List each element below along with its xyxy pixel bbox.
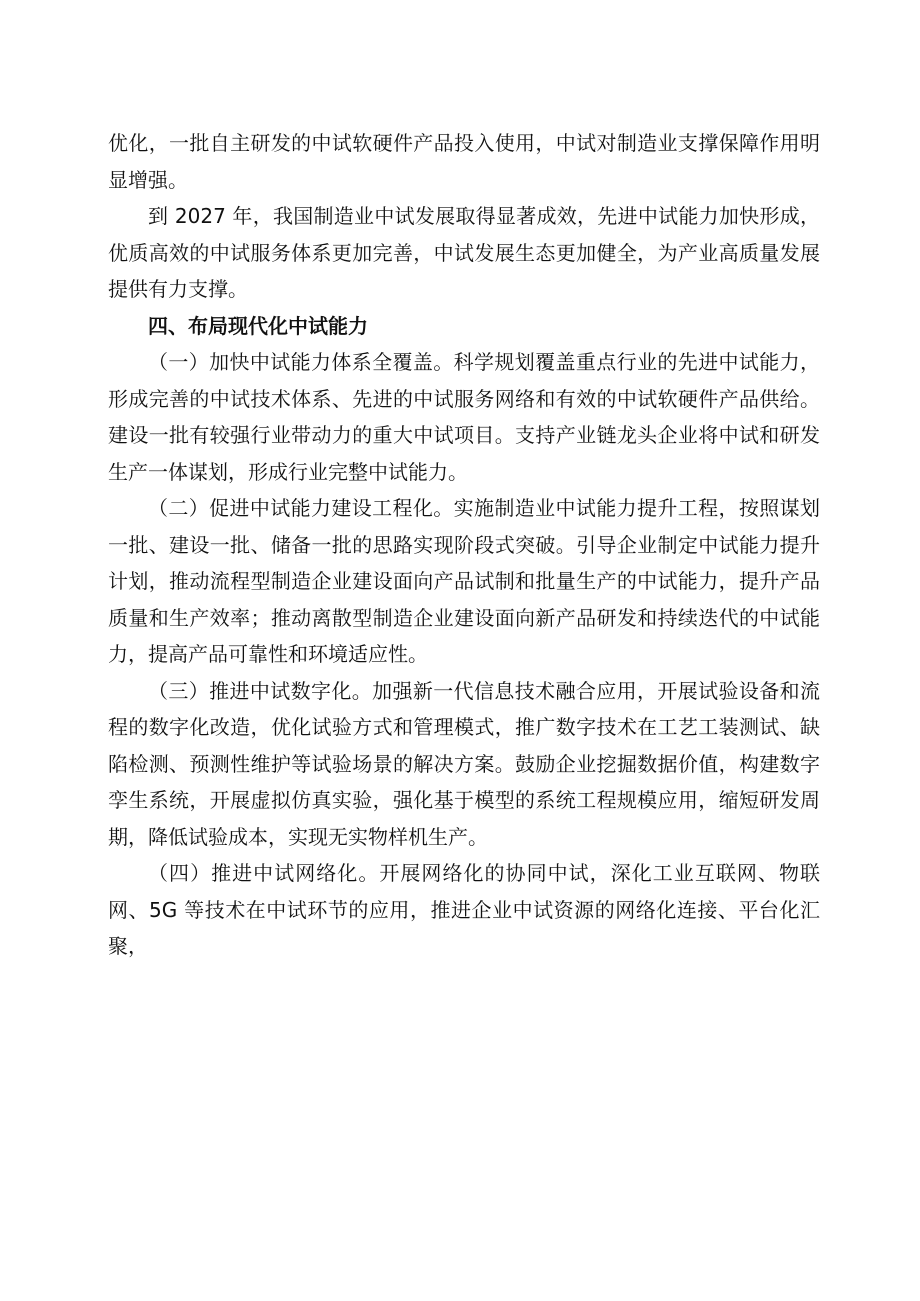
paragraph-item-4: （四）推进中试网络化。开展网络化的协同中试，深化工业互联网、物联网、5G 等技术在中试环节的应用，推进企业中试资源的网络化连接、平台化汇聚， [108,861,820,958]
section-heading: 四、布局现代化中试能力 [148,313,368,338]
paragraph-continuation: 优化，一批自主研发的中试软硬件产品投入使用，中试对制造业支撑保障作用明显增强。 [108,131,820,192]
paragraph-item-2: （二）促进中试能力建设工程化。实施制造业中试能力提升工程，按照谋划一批、建设一批、储备一批的思路实现阶段式突破。引导企业制定中试能力提升计划，推动流程型制造企业建设面向产品试制和批量生产的中试能力，提升产品质量和生产效率；推动离散型制造企业建设面向新产品研发和持续迭代的中试能力，提高产品可靠性和环境适应性。 [108,496,820,666]
paragraph-2027-goal: 到 2027 年，我国制造业中试发展取得显著成效，先进中试能力加快形成，优质高效的中试服务体系更加完善，中试发展生态更加健全，为产业高质量发展提供有力支撑。 [108,204,820,301]
paragraph-item-1: （一）加快中试能力体系全覆盖。科学规划覆盖重点行业的先进中试能力，形成完善的中试技术体系、先进的中试服务网络和有效的中试软硬件产品供给。建设一批有较强行业带动力的重大中试项目。支持产业链龙头企业将中试和研发生产一体谋划，形成行业完整中试能力。 [108,350,820,484]
document-body [108,125,820,965]
paragraph-item-3: （三）推进中试数字化。加强新一代信息技术融合应用，开展试验设备和流程的数字化改造，优化试验方式和管理模式，推广数字技术在工艺工装测试、缺陷检测、预测性维护等试验场景的解决方案。鼓励企业挖掘数据价值，构建数字孪生系统，开展虚拟仿真实验，强化基于模型的系统工程规模应用，缩短研发周期，降低试验成本，实现无实物样机生产。 [108,678,820,849]
